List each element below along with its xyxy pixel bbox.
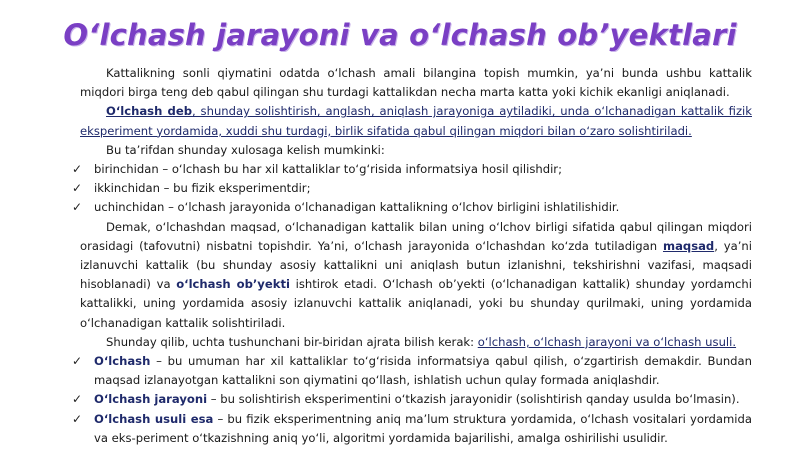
checkmark-icon: ✓ (72, 354, 83, 369)
purpose-text-a: Demak, o‘lchashdan maqsad, o‘lchanadigan kattalik bilan uning o‘lchov birligi sifatida qabul qilingan miqdori orasidagi (tafovutni) nisbatni topishdir. Ya’ni, o‘lchash jarayonida o‘lchashdan ko‘zda tutiladigan (80, 219, 752, 253)
purpose-keyword-maqsad: maqsad (662, 238, 715, 253)
slide-title: O‘lchash jarayoni va o‘lchash ob’yektlari (63, 18, 737, 52)
list-item (72, 179, 752, 198)
concept-text: – bu fizik eksperimentning aniq ma’lum struktura yordamida, o‘lchash vositalari yordamida va eks-periment o‘tkazishning aniq yo‘li, algoritmi yordamida bajarilishi, amalga oshirilishi usulidir. (94, 411, 752, 445)
list-item (72, 198, 752, 217)
paragraph-definition (80, 102, 752, 140)
paragraph-conclusion-lead: Bu ta’rifdan shunday xulosaga kelish mumkinki: (106, 142, 385, 157)
concept-term: O‘lchash jarayoni (94, 392, 208, 407)
list-item (72, 160, 752, 179)
list-item (72, 390, 752, 409)
concept-term: O‘lchash usuli esa (94, 411, 214, 426)
list-item (72, 410, 752, 448)
checkmark-icon: ✓ (72, 200, 83, 215)
concept-term: O‘lchash (94, 354, 151, 369)
purpose-text-b: , ya’ni izlanuvchi kattalik (bu shunday asosiy kattalikni uni aniqlash butun izlanishni, tekshirishni vazifasi, maqsadi hisoblanadi) va (80, 238, 753, 292)
checkmark-icon: ✓ (72, 181, 83, 196)
concepts-underlined: o‘lchash, o‘lchash jarayoni va o‘lchash usuli. (477, 334, 737, 349)
checkmark-icon: ✓ (72, 162, 83, 177)
list-item-text: ikkinchidan – bu fizik eksperimentdir; (94, 181, 311, 196)
concepts-lead: Shunday qilib, uchta tushunchani bir-biridan ajrata bilish kerak: (106, 334, 478, 349)
list-item-text: birinchidan – o‘lchash bu har xil kattaliklar to‘g‘risida informatsiya hosil qilishdir; (94, 162, 562, 177)
conclusion-list (72, 160, 752, 218)
checkmark-icon: ✓ (72, 411, 83, 426)
paragraph-three-concepts (80, 333, 752, 352)
document-body (72, 64, 753, 448)
checkmark-icon: ✓ (72, 392, 83, 407)
list-item (72, 352, 752, 390)
definition-text: , shunday solishtirish, anglash, aniqlash jarayoniga aytiladiki, unda o‘lchanadigan kattalik fizik eksperiment yordamida, xuddi shu turdagi, birlik sifatida qabul qilingan miqdori bilan o‘zaro solishtiriladi. (80, 104, 752, 138)
paragraph-intro: Kattalikning sonli qiymatini odatda o‘lchash amali bilangina topish mumkin, ya’ni bunda ushbu kattalik miqdori birga teng deb qabul qilingan shu turdagi kattalikdan necha marta katta yoki kichik ekanligi aniqlanadi. (80, 66, 752, 100)
purpose-keyword-object: o‘lchash ob’yekti (176, 277, 290, 292)
concept-text: – bu umuman har xil kattaliklar to‘g‘risida informatsiya qabul qilish, o‘zgartirish demakdir. Bundan maqsad izlanayotgan kattalikni son qiymatini qo‘llash, ishlatish uchun qulay formada aniqlashdir. (94, 354, 752, 388)
paragraph-purpose (80, 218, 752, 333)
concepts-list (72, 352, 752, 448)
concept-text: – bu solishtirish eksperimentini o‘tkazish jarayonidir (solishtirish qanday usulda bo‘lmasin). (207, 392, 740, 407)
list-item-text: uchinchidan – o‘lchash jarayonida o‘lchanadigan kattalikning o‘lchov birligini ishlatilishidir. (94, 200, 620, 215)
definition-term: O‘lchash deb (106, 104, 193, 119)
purpose-text-c: ishtirok etadi. O‘lchash ob’yekti (o‘lchanadigan kattalik) shunday yordamchi kattalikki, uning yordamida asosiy izlanuvchi kattalik aniqlanadi, yoki bu shunday qurilmaki, uning yordamida o‘lchanadigan kattalik solishtiriladi. (80, 277, 753, 330)
